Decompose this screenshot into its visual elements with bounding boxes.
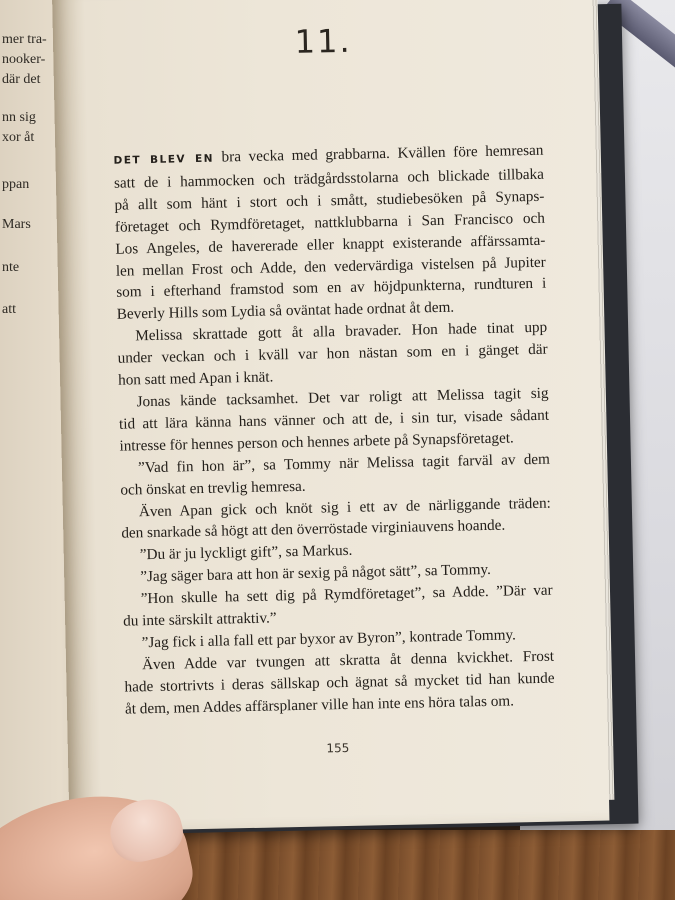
text-line-content: len mellan Frost och Adde, den vedervärdiga vistelsen på Jupiter (115, 253, 546, 280)
text-line-content: företaget och Rymdföretaget, nattklubbarna i San Francisco och (114, 209, 546, 236)
text-line-content: Även Adde var tvungen att skratta åt denna kvickhet. Frost (141, 647, 555, 674)
body-text (113, 140, 555, 720)
left-page-fragment: xor åt (2, 130, 35, 145)
text-line-content: Jonas kände tacksamhet. Det var roligt att Melissa tagit sig (136, 384, 549, 411)
left-page-fragment: nooker- (2, 52, 46, 67)
text-line-content: satt de i hammocken och trädgårdsstolarna och blickade tillbaka (113, 165, 545, 192)
left-page-fragment: nte (2, 260, 20, 275)
text-line-content: tid att lära känna hans vänner och att de, i sin tur, visade sådant (118, 406, 550, 433)
text-line-content: ”Du är ju lyckligt gift”, sa Markus. (139, 542, 353, 564)
text-line-content: den snarkade så högt att den överröstade virginiauvens hoande. (121, 517, 506, 543)
text-line-content: åt dem, men Addes affärsplaner ville han inte ens höra talas om. (124, 692, 515, 718)
left-page-fragment: mer tra- (2, 32, 47, 47)
left-page-fragment: där det (2, 72, 41, 87)
text-line-content: under veckan och i kväll var hon nästan som en i gänget där (117, 340, 548, 367)
text-line-content: du inte särskilt attraktiv.” (123, 609, 277, 630)
text-line-content: ”Vad fin hon är”, sa Tommy när Melissa tagit farväl av dem (137, 450, 551, 476)
left-page-fragment: att (2, 302, 16, 317)
chapter-opening-caps: DET BLEV EN (113, 152, 215, 167)
text-line-content: som i efterhand framstod som en av höjdpunkterna, rundturen i (116, 275, 547, 302)
text-line-content: Melissa skrattade gott åt alla bravader. Hon hade tinat upp (135, 318, 548, 345)
text-line-content: hon satt med Apan i knät. (117, 368, 274, 389)
text-line-content: Los Angeles, de havererade eller knappt existerande affärssamta- (115, 231, 546, 258)
text-line-content: Även Apan gick och knöt sig i ett av de närliggande träden: (138, 494, 551, 520)
chapter-number: 11. (294, 21, 352, 61)
text-line-content: ”Jag säger bara att hon är sexig på något sätt”, sa Tommy. (140, 561, 492, 586)
text-line-content: och önskat en trevlig hemresa. (120, 477, 306, 499)
left-page-fragment: nn sig (2, 110, 36, 125)
right-page (52, 0, 609, 832)
left-page-fragment: ppan (2, 177, 30, 192)
text-line-content: på allt som hänt i stort och i smått, studiebesöken på Synaps- (114, 187, 545, 214)
text-line-content: ”Jag fick i alla fall ett par byxor av Byron”, kontrade Tommy. (141, 626, 517, 652)
text-line-content: hade stortrivts i deras sällskap och ägnat så mycket tid han kunde (124, 669, 555, 696)
left-page-fragment: Mars (2, 217, 31, 232)
text-line-content: bra vecka med grabbarna. Kvällen före hemresan (213, 141, 544, 166)
text-line-content: ”Hon skulle ha sett dig på Rymdföretaget”, sa Adde. ”Där var (140, 581, 553, 608)
text-line-content: intresse för hennes person och hennes arbete på Synapsföretaget. (119, 429, 514, 455)
page-number: 155 (326, 740, 350, 756)
text-line-content: Beverly Hills som Lydia så oväntat hade ordnat åt dem. (116, 298, 455, 324)
